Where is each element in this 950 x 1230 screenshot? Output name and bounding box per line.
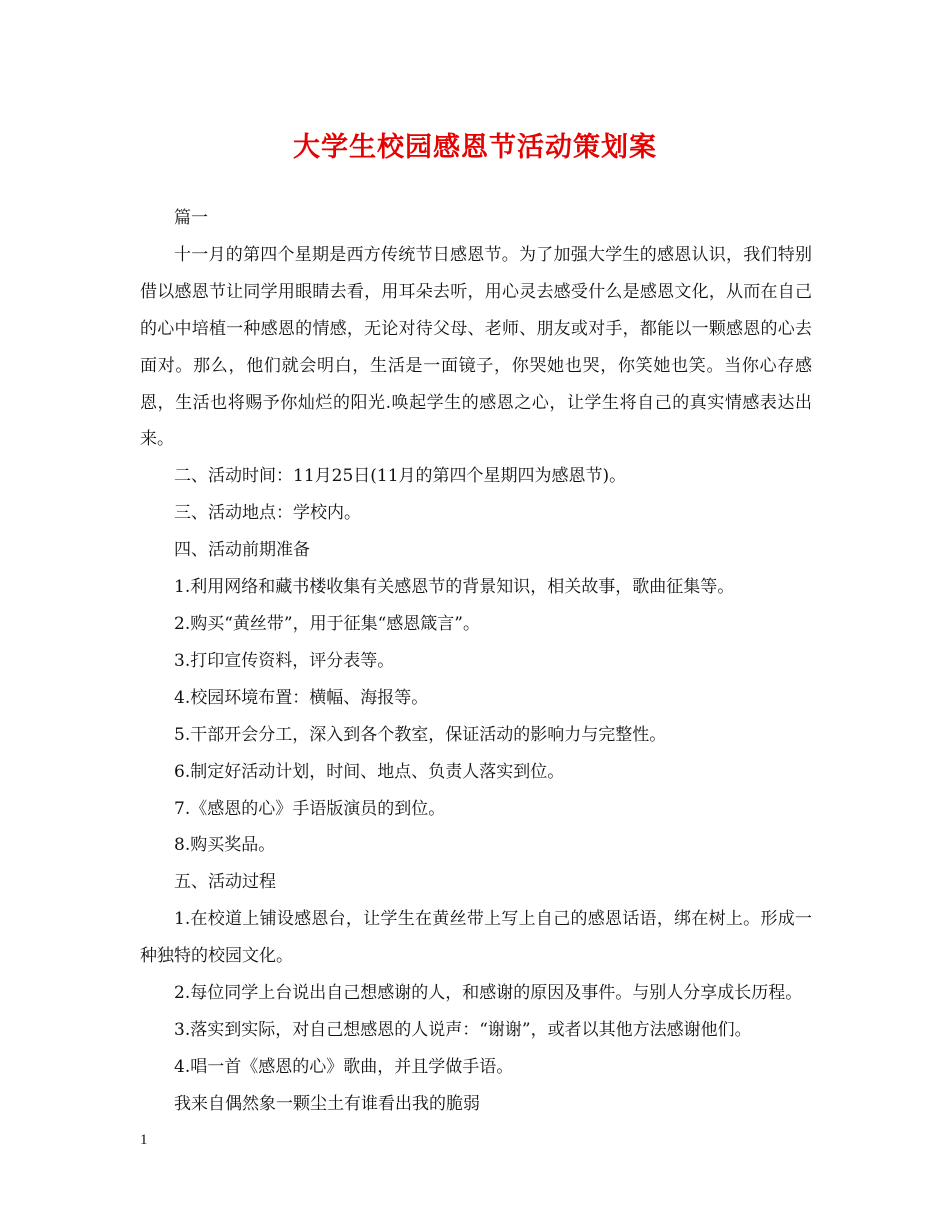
paragraph-section-label: 篇一 <box>174 208 208 228</box>
page-number: 1 <box>140 1132 148 1148</box>
list-item: 1.利用网络和藏书楼收集有关感恩节的背景知识，相关故事，歌曲征集等。 <box>174 577 735 598</box>
document-body <box>140 200 812 1123</box>
heading-process: 五、活动过程 <box>174 872 276 893</box>
heading-preparation: 四、活动前期准备 <box>174 540 310 561</box>
list-item: 2.购买“黄丝带”，用于征集“感恩箴言”。 <box>174 613 480 634</box>
list-item: 7.《感恩的心》手语版演员的到位。 <box>174 798 446 819</box>
list-item: 5.干部开会分工，深入到各个教室，保证活动的影响力与完整性。 <box>174 724 667 745</box>
list-item: 6.制定好活动计划，时间、地点、负责人落实到位。 <box>174 761 565 782</box>
paragraph-activity-location: 三、活动地点：学校内。 <box>174 503 361 524</box>
list-item: 4.校园环境布置：横幅、海报等。 <box>174 687 429 708</box>
list-item: 1.在校道上铺设感恩台，让学生在黄丝带上写上自己的感恩话语，绑在树上。形成一种独特的校园文化。 <box>140 909 812 967</box>
paragraph-intro: 十一月的第四个星期是西方传统节日感恩节。为了加强大学生的感恩认识，我们特别借以感恩节让同学用眼睛去看，用耳朵去听，用心灵去感受什么是感恩文化，从而在自己的心中培植一种感恩的情感，无论对待父母、老师、朋友或对手，都能以一颗感恩的心去面对。那么，他们就会明白，生活是一面镜子，你哭她也哭，你笑她也笑。当你心存感恩，生活也将赐予你灿烂的阳光.唤起学生的感恩之心，让学生将自己的真实情感表达出来。 <box>140 244 812 450</box>
list-item: 3.落实到实际，对自己想感恩的人说声：“谢谢”，或者以其他方法感谢他们。 <box>174 1019 752 1040</box>
paragraph-activity-time: 二、活动时间：11月25日(11月的第四个星期四为感恩节)。 <box>174 466 627 487</box>
list-item: 2.每位同学上台说出自己想感谢的人，和感谢的原因及事件。与别人分享成长历程。 <box>174 983 803 1004</box>
list-item: 8.购买奖品。 <box>174 835 276 856</box>
list-item: 4.唱一首《感恩的心》歌曲，并且学做手语。 <box>174 1056 514 1077</box>
paragraph-lyrics: 我来自偶然象一颗尘土有谁看出我的脆弱 <box>174 1093 480 1114</box>
list-item: 3.打印宣传资料，评分表等。 <box>174 650 395 671</box>
document-title: 大学生校园感恩节活动策划案 <box>293 132 657 163</box>
